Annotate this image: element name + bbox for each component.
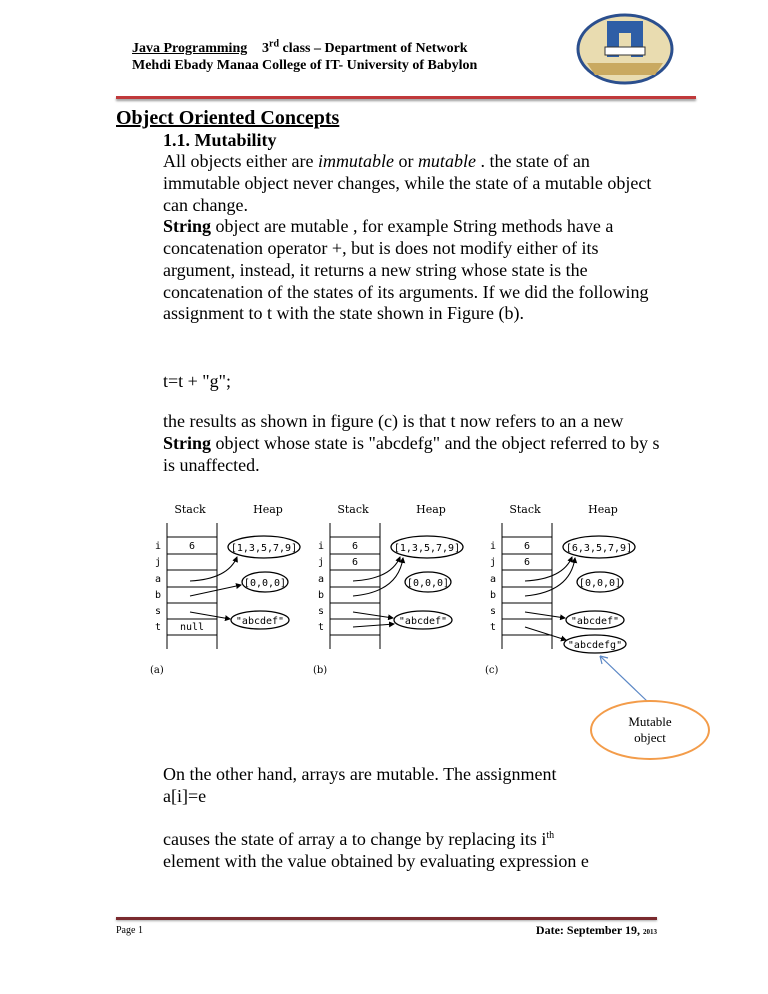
reference-arrow (525, 557, 572, 581)
var-name: i (489, 541, 497, 552)
heap-string: "abcdef" (235, 616, 285, 627)
text: element with the value obtained by evaluating expression e (163, 850, 589, 871)
heap-string: "abcdef" (398, 616, 448, 627)
var-name: i (154, 541, 162, 552)
superscript: th (546, 830, 555, 841)
mutable-object-callout (590, 700, 710, 760)
text: object are mutable , for example String methods have a concatenation operator +, but is does not modify either of its argument, instead, it returns a new string whose state is the concatenation of the states of its arguments. If we did the following assignment to t with the state shown in Figure (b). (163, 216, 649, 324)
heap-array-2: [0,0,0] (243, 578, 287, 589)
heap-string-new: "abcdefg" (567, 640, 623, 651)
heap-string: "abcdef" (570, 616, 620, 627)
callout-text: object (634, 730, 666, 745)
header-left (132, 40, 259, 74)
stack-label: Stack (509, 503, 541, 516)
college-name: College of IT- University of Babylon (262, 58, 478, 73)
var-name: i (317, 541, 325, 552)
var-value: 6 (523, 557, 531, 568)
text: causes the state of array a to change by replacing its i (163, 829, 547, 849)
heap-array-1: [6,3,5,7,9] (565, 543, 633, 554)
panel-label: (a) (150, 665, 164, 676)
text: or (393, 151, 418, 171)
reference-arrow (525, 627, 566, 640)
footer-date (536, 923, 657, 938)
var-value: 6 (523, 541, 531, 552)
panel-label: (b) (313, 665, 328, 676)
reference-arrow (190, 557, 237, 581)
text: . the state of an immutable object never changes, while the state of a mutable object can change. (163, 151, 652, 215)
var-name: s (317, 606, 325, 617)
var-name: s (154, 606, 162, 617)
var-name: t (317, 622, 325, 633)
heap-array-2: [0,0,0] (406, 578, 450, 589)
var-name: t (154, 622, 162, 633)
var-name: a (489, 574, 497, 585)
reference-arrow (353, 624, 394, 627)
reference-arrow (353, 557, 400, 581)
header-rule (116, 96, 696, 99)
class-number: 3 (262, 41, 269, 56)
var-value: 6 (351, 541, 359, 552)
paragraph-array-state (163, 829, 589, 873)
var-name: a (317, 574, 325, 585)
text: the results as shown in figure (c) is that t now refers to an a new (163, 411, 624, 431)
code-array-assignment: a[i]=e (163, 786, 207, 806)
term-string: String (163, 432, 212, 453)
heap-array-1: [1,3,5,7,9] (393, 543, 461, 554)
stack-label: Stack (174, 503, 206, 516)
reference-arrow (353, 612, 393, 618)
var-value: 6 (188, 541, 196, 552)
var-name: b (154, 590, 162, 601)
var-name: j (317, 557, 325, 568)
heap-array-1: [1,3,5,7,9] (230, 543, 298, 554)
paragraph-arrays: On the other hand, arrays are mutable. The assignment (163, 764, 557, 784)
reference-arrow (525, 612, 565, 618)
term-mutable: mutable (417, 151, 476, 171)
reference-arrow (190, 612, 230, 619)
heap-label: Heap (416, 503, 446, 516)
term-string: String (163, 216, 212, 237)
header-center (262, 40, 477, 74)
term-immutable: immutable (317, 151, 394, 171)
page-title: Object Oriented Concepts (116, 107, 340, 129)
paragraph-result (163, 411, 663, 476)
heap-label: Heap (588, 503, 618, 516)
code-assignment: t=t + "g"; (163, 371, 232, 391)
var-name: b (317, 590, 325, 601)
panel-label: (c) (485, 665, 499, 676)
class-sup: rd (269, 38, 279, 50)
var-value: 6 (351, 557, 359, 568)
university-logo (575, 12, 675, 86)
footer-rule (116, 917, 657, 920)
callout-text: Mutable (628, 714, 672, 729)
paragraph-mutability (163, 151, 663, 325)
var-name: a (154, 574, 162, 585)
stack-heap-figure (140, 487, 660, 692)
var-name: j (154, 557, 162, 568)
heap-array-2: [0,0,0] (578, 578, 622, 589)
class-dept: class – Department of Network (279, 41, 468, 56)
var-name: j (489, 557, 497, 568)
page-number: Page 1 (116, 925, 143, 936)
heap-label: Heap (253, 503, 283, 516)
var-name: s (489, 606, 497, 617)
var-name: t (489, 622, 497, 633)
var-value: null (179, 622, 205, 633)
section-heading: 1.1. Mutability (163, 130, 277, 150)
var-name: b (489, 590, 497, 601)
text: object whose state is "abcdefg" and the object referred to by s is unaffected. (163, 432, 660, 475)
text: All objects either are (163, 151, 318, 171)
course-name: Java Programming (132, 41, 248, 56)
date-label: Date: September 19, (535, 923, 643, 937)
date-year: 2013 (643, 928, 657, 936)
author-name: Mehdi Ebady Manaa (132, 58, 259, 73)
stack-label: Stack (337, 503, 369, 516)
